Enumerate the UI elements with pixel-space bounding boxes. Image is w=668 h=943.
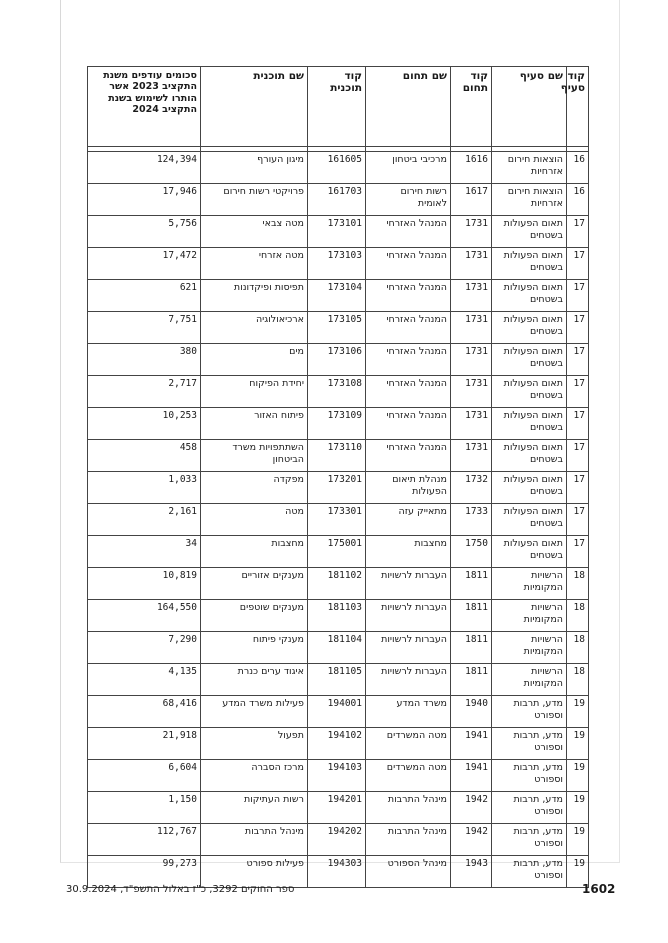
cell-area-code: 1731 bbox=[451, 344, 492, 376]
cell-section-name: הוצאות חירום אזרחיות bbox=[492, 152, 567, 184]
table-row bbox=[88, 440, 589, 472]
table-row bbox=[88, 376, 589, 408]
cell-section-code: 18 bbox=[567, 664, 589, 696]
cell-area-code: 1731 bbox=[451, 376, 492, 408]
cell-area-code: 1940 bbox=[451, 696, 492, 728]
cell-section-code: 17 bbox=[567, 216, 589, 248]
table-row bbox=[88, 728, 589, 760]
cell-program-code: 181104 bbox=[308, 632, 366, 664]
cell-area-name: משרד המדע bbox=[366, 696, 451, 728]
table-row bbox=[88, 408, 589, 440]
page-number: 1602 bbox=[582, 882, 616, 896]
cell-surplus-amount: 164,550 bbox=[88, 600, 201, 632]
cell-section-name: תאום הפעולות בשטחים bbox=[492, 344, 567, 376]
cell-program-code: 173104 bbox=[308, 280, 366, 312]
cell-program-code: 173110 bbox=[308, 440, 366, 472]
cell-program-name: רשות העתיקות bbox=[201, 792, 308, 824]
table-row bbox=[88, 184, 589, 216]
header-section-code: קוד סעיף bbox=[567, 67, 589, 147]
cell-area-code: 1941 bbox=[451, 760, 492, 792]
cell-surplus-amount: 2,161 bbox=[88, 504, 201, 536]
cell-program-code: 194103 bbox=[308, 760, 366, 792]
header-area-code: קוד תחום bbox=[451, 67, 492, 147]
cell-section-name: תאום הפעולות בשטחים bbox=[492, 536, 567, 568]
cell-section-name: הרשויות המקומיות bbox=[492, 632, 567, 664]
cell-area-code: 1750 bbox=[451, 536, 492, 568]
cell-section-name: תאום הפעולות בשטחים bbox=[492, 408, 567, 440]
cell-program-code: 194202 bbox=[308, 824, 366, 856]
cell-section-name: מדע, תרבות וספורט bbox=[492, 856, 567, 888]
cell-surplus-amount: 7,290 bbox=[88, 632, 201, 664]
cell-section-code: 19 bbox=[567, 696, 589, 728]
table-row bbox=[88, 504, 589, 536]
cell-section-name: תאום הפעולות בשטחים bbox=[492, 216, 567, 248]
cell-program-name: איגוד ערים כנרת bbox=[201, 664, 308, 696]
cell-section-code: 17 bbox=[567, 248, 589, 280]
cell-area-code: 1942 bbox=[451, 792, 492, 824]
table-body bbox=[88, 147, 589, 888]
cell-section-name: תאום הפעולות בשטחים bbox=[492, 472, 567, 504]
cell-section-name: מדע, תרבות וספורט bbox=[492, 696, 567, 728]
cell-area-code: 1811 bbox=[451, 600, 492, 632]
cell-surplus-amount: 112,767 bbox=[88, 824, 201, 856]
table-row bbox=[88, 216, 589, 248]
cell-program-code: 181103 bbox=[308, 600, 366, 632]
cell-surplus-amount: 99,273 bbox=[88, 856, 201, 888]
cell-program-name: תפיסות ופיקדונות bbox=[201, 280, 308, 312]
cell-area-name: מינהל הספורט bbox=[366, 856, 451, 888]
table-header-row bbox=[88, 67, 589, 147]
cell-area-name: מינהל התרבות bbox=[366, 792, 451, 824]
cell-program-name: תפעול bbox=[201, 728, 308, 760]
cell-surplus-amount: 458 bbox=[88, 440, 201, 472]
cell-area-code: 1732 bbox=[451, 472, 492, 504]
cell-section-code: 19 bbox=[567, 760, 589, 792]
cell-program-code: 194201 bbox=[308, 792, 366, 824]
cell-program-name: מטה צבאי bbox=[201, 216, 308, 248]
cell-section-name: מדע, תרבות וספורט bbox=[492, 792, 567, 824]
table-row bbox=[88, 280, 589, 312]
cell-section-code: 17 bbox=[567, 280, 589, 312]
cell-section-code: 17 bbox=[567, 440, 589, 472]
table-row bbox=[88, 568, 589, 600]
cell-program-code: 161703 bbox=[308, 184, 366, 216]
cell-section-code: 17 bbox=[567, 312, 589, 344]
cell-area-code: 1941 bbox=[451, 728, 492, 760]
cell-surplus-amount: 10,819 bbox=[88, 568, 201, 600]
cell-section-name: תאום הפעולות בשטחים bbox=[492, 376, 567, 408]
cell-area-name: מינהל התרבות bbox=[366, 824, 451, 856]
cell-surplus-amount: 34 bbox=[88, 536, 201, 568]
cell-section-code: 18 bbox=[567, 600, 589, 632]
table-row bbox=[88, 824, 589, 856]
cell-area-name: המנהל האזרחי bbox=[366, 248, 451, 280]
cell-section-name: הרשויות המקומיות bbox=[492, 664, 567, 696]
cell-program-code: 173105 bbox=[308, 312, 366, 344]
cell-area-code: 1811 bbox=[451, 568, 492, 600]
cell-section-name: מדע, תרבות וספורט bbox=[492, 728, 567, 760]
cell-program-name: מינהל התרבות bbox=[201, 824, 308, 856]
cell-section-code: 17 bbox=[567, 408, 589, 440]
cell-program-name: יחידת הפיקוח bbox=[201, 376, 308, 408]
header-program-name: שם תוכנית bbox=[201, 67, 308, 147]
table-row bbox=[88, 792, 589, 824]
cell-section-code: 18 bbox=[567, 568, 589, 600]
cell-section-name: מדע, תרבות וספורט bbox=[492, 760, 567, 792]
cell-program-code: 173201 bbox=[308, 472, 366, 504]
cell-area-code: 1943 bbox=[451, 856, 492, 888]
cell-area-code: 1731 bbox=[451, 216, 492, 248]
cell-surplus-amount: 621 bbox=[88, 280, 201, 312]
cell-area-name: המנהל האזרחי bbox=[366, 376, 451, 408]
cell-surplus-amount: 1,150 bbox=[88, 792, 201, 824]
cell-area-code: 1617 bbox=[451, 184, 492, 216]
cell-program-name: מחצבות bbox=[201, 536, 308, 568]
cell-section-name: מדע, תרבות וספורט bbox=[492, 824, 567, 856]
header-program-code: קוד תוכנית bbox=[308, 67, 366, 147]
cell-area-name: המנהל האזרחי bbox=[366, 216, 451, 248]
cell-surplus-amount: 5,756 bbox=[88, 216, 201, 248]
budget-surplus-table bbox=[87, 66, 589, 888]
cell-section-name: תאום הפעולות בשטחים bbox=[492, 248, 567, 280]
cell-program-name: מענקים אזוריים bbox=[201, 568, 308, 600]
header-surplus-amount: סכומים עודפים משנת התקציב 2023 אשר הותרו לשימוש בשנת התקציב 2024 bbox=[88, 67, 201, 147]
cell-section-code: 17 bbox=[567, 536, 589, 568]
cell-section-code: 17 bbox=[567, 344, 589, 376]
cell-surplus-amount: 7,751 bbox=[88, 312, 201, 344]
cell-section-code: 17 bbox=[567, 504, 589, 536]
publication-footer: ספר החוקים 3292, כ"ז באלול התשפ"ד, 30.9.2024 bbox=[66, 884, 295, 895]
cell-surplus-amount: 380 bbox=[88, 344, 201, 376]
table-row bbox=[88, 536, 589, 568]
cell-program-code: 173301 bbox=[308, 504, 366, 536]
cell-program-name: פיתוח האזור bbox=[201, 408, 308, 440]
cell-area-code: 1811 bbox=[451, 632, 492, 664]
cell-area-code: 1731 bbox=[451, 312, 492, 344]
cell-area-name: המנהל האזרחי bbox=[366, 344, 451, 376]
header-area-name: שם תחום bbox=[366, 67, 451, 147]
cell-program-name: השתתפויות משרד הביטחון bbox=[201, 440, 308, 472]
cell-area-code: 1942 bbox=[451, 824, 492, 856]
cell-section-code: 16 bbox=[567, 184, 589, 216]
table-row bbox=[88, 600, 589, 632]
table-row bbox=[88, 696, 589, 728]
cell-section-name: תאום הפעולות בשטחים bbox=[492, 280, 567, 312]
cell-area-code: 1733 bbox=[451, 504, 492, 536]
cell-area-name: רשות חירום לאומית bbox=[366, 184, 451, 216]
table-row bbox=[88, 760, 589, 792]
cell-section-code: 19 bbox=[567, 728, 589, 760]
cell-section-code: 19 bbox=[567, 856, 589, 888]
cell-area-name: מטה המשרדים bbox=[366, 760, 451, 792]
cell-surplus-amount: 17,472 bbox=[88, 248, 201, 280]
table-row bbox=[88, 472, 589, 504]
cell-program-code: 173109 bbox=[308, 408, 366, 440]
cell-program-name: מענקי פיתוח bbox=[201, 632, 308, 664]
cell-program-name: מטה bbox=[201, 504, 308, 536]
cell-program-code: 173103 bbox=[308, 248, 366, 280]
cell-surplus-amount: 68,416 bbox=[88, 696, 201, 728]
cell-section-name: תאום הפעולות בשטחים bbox=[492, 504, 567, 536]
cell-program-name: ארכיאולוגיה bbox=[201, 312, 308, 344]
cell-program-name: מרכז הסברה bbox=[201, 760, 308, 792]
table-row bbox=[88, 664, 589, 696]
cell-program-name: פעילות ספורט bbox=[201, 856, 308, 888]
cell-program-name: מפקדה bbox=[201, 472, 308, 504]
cell-section-code: 17 bbox=[567, 472, 589, 504]
cell-area-name: המנהל האזרחי bbox=[366, 408, 451, 440]
cell-program-code: 173101 bbox=[308, 216, 366, 248]
cell-area-name: העברות לרשויות bbox=[366, 600, 451, 632]
cell-section-name: הוצאות חירום אזרחיות bbox=[492, 184, 567, 216]
cell-program-code: 181105 bbox=[308, 664, 366, 696]
cell-section-code: 18 bbox=[567, 632, 589, 664]
cell-surplus-amount: 10,253 bbox=[88, 408, 201, 440]
cell-program-code: 173108 bbox=[308, 376, 366, 408]
cell-section-name: הרשויות המקומיות bbox=[492, 600, 567, 632]
cell-surplus-amount: 17,946 bbox=[88, 184, 201, 216]
table-row bbox=[88, 344, 589, 376]
table-row bbox=[88, 312, 589, 344]
cell-program-name: מענקים שוטפים bbox=[201, 600, 308, 632]
cell-area-name: מתאייק עזה bbox=[366, 504, 451, 536]
cell-program-name: מטה אזרחי bbox=[201, 248, 308, 280]
cell-area-name: מרכיבי ביטחון bbox=[366, 152, 451, 184]
cell-area-name: המנהל האזרחי bbox=[366, 440, 451, 472]
cell-program-code: 161605 bbox=[308, 152, 366, 184]
cell-area-name: העברות לרשויות bbox=[366, 664, 451, 696]
cell-area-name: מחצבות bbox=[366, 536, 451, 568]
table-row bbox=[88, 248, 589, 280]
cell-area-name: העברות לרשויות bbox=[366, 568, 451, 600]
cell-surplus-amount: 4,135 bbox=[88, 664, 201, 696]
cell-area-code: 1731 bbox=[451, 248, 492, 280]
cell-area-name: המנהל האזרחי bbox=[366, 312, 451, 344]
cell-program-name: פעילות משרד המדע bbox=[201, 696, 308, 728]
cell-area-name: מטה המשרדים bbox=[366, 728, 451, 760]
cell-program-name: מיגון העורף bbox=[201, 152, 308, 184]
table-row bbox=[88, 856, 589, 888]
cell-area-code: 1811 bbox=[451, 664, 492, 696]
cell-section-name: תאום הפעולות בשטחים bbox=[492, 312, 567, 344]
cell-surplus-amount: 124,394 bbox=[88, 152, 201, 184]
cell-program-code: 194303 bbox=[308, 856, 366, 888]
cell-section-name: הרשויות המקומיות bbox=[492, 568, 567, 600]
cell-section-code: 16 bbox=[567, 152, 589, 184]
cell-area-name: המנהל האזרחי bbox=[366, 280, 451, 312]
cell-area-code: 1731 bbox=[451, 440, 492, 472]
cell-program-code: 194001 bbox=[308, 696, 366, 728]
cell-area-name: מנהלת תיאום הפעולות bbox=[366, 472, 451, 504]
cell-surplus-amount: 1,033 bbox=[88, 472, 201, 504]
cell-program-name: מים bbox=[201, 344, 308, 376]
cell-section-name: תאום הפעולות בשטחים bbox=[492, 440, 567, 472]
cell-area-code: 1731 bbox=[451, 280, 492, 312]
cell-surplus-amount: 2,717 bbox=[88, 376, 201, 408]
table-row bbox=[88, 632, 589, 664]
cell-area-name: העברות לרשויות bbox=[366, 632, 451, 664]
cell-surplus-amount: 6,604 bbox=[88, 760, 201, 792]
cell-program-code: 175001 bbox=[308, 536, 366, 568]
cell-surplus-amount: 21,918 bbox=[88, 728, 201, 760]
cell-area-code: 1616 bbox=[451, 152, 492, 184]
table-row bbox=[88, 152, 589, 184]
header-section-name: שם סעיף bbox=[492, 67, 567, 147]
cell-program-code: 194102 bbox=[308, 728, 366, 760]
cell-section-code: 19 bbox=[567, 824, 589, 856]
cell-section-code: 17 bbox=[567, 376, 589, 408]
cell-section-code: 19 bbox=[567, 792, 589, 824]
cell-area-code: 1731 bbox=[451, 408, 492, 440]
cell-program-code: 181102 bbox=[308, 568, 366, 600]
cell-program-code: 173106 bbox=[308, 344, 366, 376]
cell-program-name: פרויקטי רשות חירום bbox=[201, 184, 308, 216]
